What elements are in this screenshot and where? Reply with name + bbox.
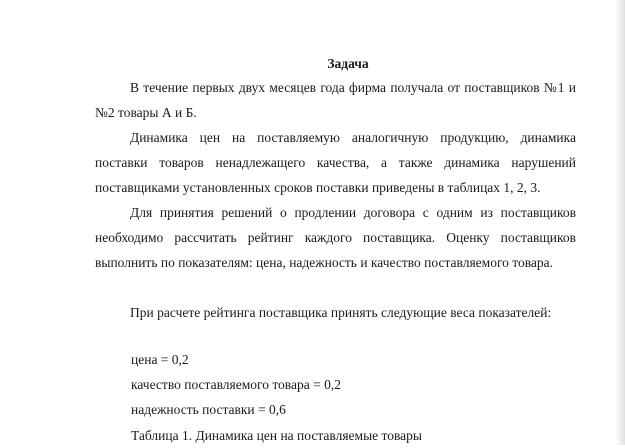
paragraph-2: Динамика цен на поставляемую аналогичную продукцию, динамика поставки товаров ненадлежащего качества, а также динамика нарушений поставщиками установленных сроков поставки приведены в таблицах 1, 2, 3. — [95, 130, 576, 195]
paragraph-1-block — [95, 75, 576, 125]
table-caption: Таблица 1. Динамика цен на поставляемые товары — [131, 428, 422, 443]
paragraph-1: В течение первых двух месяцев года фирма получала от поставщиков №1 и №2 товары А и Б. — [95, 80, 576, 120]
document-title: Задача — [327, 56, 369, 71]
paragraph-3-block — [95, 200, 576, 275]
paragraph-3: Для принятия решений о продлении договора с одним из поставщиков необходимо рассчитать рейтинг каждого поставщика. Оценку поставщиков выполнить по показателям: цена, надежность и качество поставляемого товара. — [95, 205, 576, 270]
weight-price: цена = 0,2 — [131, 352, 189, 367]
paragraph-4-block — [95, 300, 576, 325]
paragraph-4: При расчете рейтинга поставщика принять следующие веса показателей: — [130, 305, 552, 320]
weight-reliability: надежность поставки = 0,6 — [131, 402, 286, 417]
paragraph-2-block — [95, 125, 576, 200]
weight-quality: качество поставляемого товара = 0,2 — [131, 377, 341, 392]
